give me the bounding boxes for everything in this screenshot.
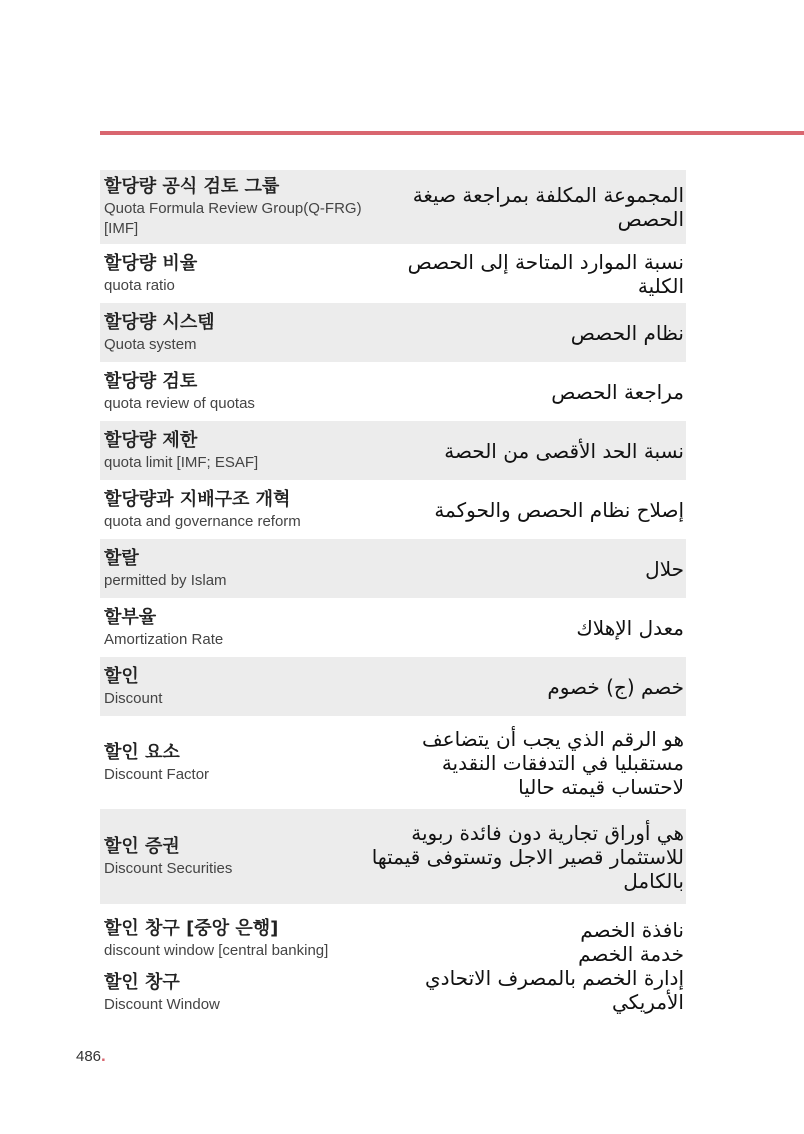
entry-terms: [104, 665, 366, 709]
entry-terms: [104, 835, 366, 879]
glossary-entry: [100, 303, 686, 362]
arabic-translation: [366, 616, 684, 640]
glossary-entry: [100, 598, 686, 657]
korean-term: 할당량과 지배구조 개혁: [104, 488, 291, 510]
page-number-dot: .: [101, 1046, 106, 1065]
term-block: [104, 370, 366, 414]
arabic-line: نظام الحصص: [570, 320, 684, 345]
top-accent-rule: [100, 131, 804, 135]
arabic-line: مراجعة الحصص: [551, 379, 684, 404]
english-term: quota and governance reform: [104, 512, 301, 530]
glossary-entry: [100, 904, 686, 1028]
korean-term: 할당량 제한: [104, 429, 198, 451]
english-term: Amortization Rate: [104, 630, 224, 648]
glossary-entry: [100, 657, 686, 716]
entry-terms: [104, 606, 366, 650]
arabic-translation: [366, 821, 684, 893]
term-block: [104, 835, 366, 879]
term-block: [104, 175, 366, 239]
glossary-entry: [100, 480, 686, 539]
arabic-line: هو الرقم الذي يجب أن يتضاعف مستقبليا في التدفقات النقدية لاحتساب قيمته حاليا: [421, 726, 684, 799]
entry-terms: [104, 429, 366, 473]
english-term: Quota system: [104, 335, 197, 353]
entry-terms: [104, 547, 366, 591]
arabic-translation: [366, 675, 684, 699]
term-block: [104, 311, 366, 355]
term-block: [104, 665, 366, 709]
english-term: Discount: [104, 689, 163, 707]
arabic-line: خصم (ج) خصوم: [547, 674, 684, 699]
arabic-translation: [366, 380, 684, 404]
korean-term: 할당량 공식 검토 그룹: [104, 176, 280, 197]
korean-term: 할인 창구 [중앙 은행]: [104, 918, 279, 939]
arabic-translation: [366, 321, 684, 345]
korean-term: 할인: [104, 665, 139, 687]
glossary-entry: [100, 170, 686, 244]
term-block: [104, 429, 366, 473]
entry-terms: [104, 741, 366, 785]
english-term: quota review of quotas: [104, 394, 255, 412]
entry-terms: [104, 917, 366, 1015]
korean-term: 할인 창구: [104, 972, 180, 993]
arabic-line: المجموعة المكلفة بمراجعة صيغة الحصص: [412, 183, 684, 231]
arabic-translation: [366, 183, 684, 231]
english-term: permitted by Islam: [104, 571, 227, 589]
arabic-translation: [366, 557, 684, 581]
page-number: [76, 1046, 106, 1066]
glossary-entry: [100, 539, 686, 598]
glossary-entry: [100, 362, 686, 421]
entry-terms: [104, 488, 366, 532]
korean-term: 할인 요소: [104, 741, 180, 763]
term-block: [104, 488, 366, 532]
term-block: [104, 917, 366, 961]
korean-term: 할당량 비율: [104, 252, 198, 274]
entry-terms: [104, 311, 366, 355]
english-term: Discount Securities: [104, 859, 233, 877]
korean-term: 할인 증권: [104, 835, 180, 857]
english-term: Discount Factor: [104, 765, 210, 783]
arabic-translation: [366, 498, 684, 522]
entry-terms: [104, 252, 366, 296]
glossary-entry: [100, 716, 686, 809]
korean-term: 할당량 시스템: [104, 311, 215, 333]
term-block: [104, 547, 366, 591]
term-block: [104, 606, 366, 650]
english-term: quota limit [IMF; ESAF]: [104, 453, 259, 471]
glossary-entry: [100, 244, 686, 303]
entry-terms: [104, 370, 366, 414]
english-term: discount window [central banking]: [104, 942, 329, 959]
term-block: [104, 971, 366, 1015]
arabic-line: حلال: [645, 556, 684, 581]
arabic-line: نافذة الخصم: [580, 918, 684, 942]
glossary-table: [100, 170, 686, 1028]
korean-term: 할당량 검토: [104, 370, 198, 392]
entry-terms: [104, 175, 366, 239]
arabic-line: معدل الإهلاك: [576, 615, 684, 640]
term-block: [104, 741, 366, 785]
arabic-translation: [366, 439, 684, 463]
term-block: [104, 252, 366, 296]
glossary-entry: [100, 421, 686, 480]
arabic-line: نسبة الحد الأقصى من الحصة: [444, 438, 684, 463]
english-term: Discount Window: [104, 996, 220, 1013]
korean-term: 할부율: [104, 606, 157, 628]
arabic-line: نسبة الموارد المتاحة إلى الحصص الكلية: [407, 249, 684, 298]
english-term: quota ratio: [104, 276, 175, 294]
english-term: Quota Formula Review Group(Q-FRG) [IMF]: [104, 200, 362, 237]
arabic-line: إدارة الخصم بالمصرف الاتحادي الأمريكي: [425, 966, 684, 1014]
page-number-value: 486: [76, 1048, 102, 1065]
arabic-translation: [366, 727, 684, 799]
glossary-entry: [100, 809, 686, 904]
arabic-line: إصلاح نظام الحصص والحوكمة: [434, 497, 684, 522]
arabic-line: خدمة الخصم: [578, 942, 684, 966]
arabic-translation: [366, 250, 684, 298]
korean-term: 할랄: [104, 547, 139, 569]
arabic-line: هي أوراق تجارية دون فائدة ربوية للاستثمار قصير الاجل وتستوفى قيمتها بالكامل: [371, 820, 684, 893]
arabic-translation: [366, 918, 684, 1014]
